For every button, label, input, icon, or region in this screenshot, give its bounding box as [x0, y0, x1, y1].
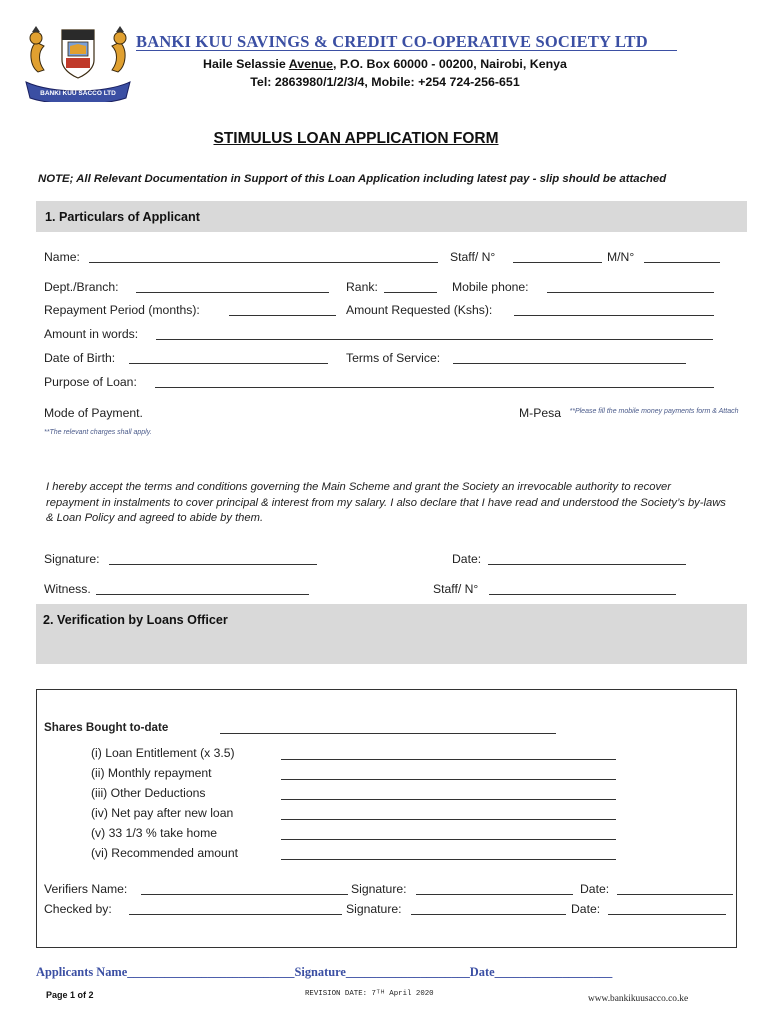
- verify-field-2[interactable]: [281, 779, 616, 780]
- amount-requested-label: Amount Requested (Kshs):: [346, 303, 493, 317]
- checker-date-field[interactable]: [608, 914, 726, 915]
- verify-item-6: (vi) Recommended amount: [91, 846, 238, 860]
- logo-ribbon-text: BANKI KUU SACCO LTD: [40, 90, 116, 97]
- org-name: BANKI KUU SAVINGS & CREDIT CO-OPERATIVE SOCIETY LTD: [136, 32, 648, 51]
- mobile-label: Mobile phone:: [452, 280, 529, 294]
- mpesa-label[interactable]: M-Pesa: [519, 406, 561, 420]
- declaration-text: I hereby accept the terms and conditions governing the Main Scheme and grant the Society an irrevocable authority to recover repayment in instalments to cover principal & interest from my salary. I also declare that I have read and understood the Society’s by-laws & Loan Policy and agreed to abide by them.: [46, 481, 726, 524]
- shares-field[interactable]: [220, 733, 556, 734]
- dob-field[interactable]: [129, 363, 328, 364]
- signature-label: Signature:: [44, 552, 100, 566]
- date-label: Date:: [452, 552, 482, 566]
- verify-item-1: (i) Loan Entitlement (x 3.5): [91, 746, 235, 760]
- verifier-signature-label: Signature:: [351, 882, 407, 896]
- checker-signature-field[interactable]: [411, 914, 566, 915]
- name-label: Name:: [44, 250, 80, 264]
- mpesa-note: **Please fill the mobile money payments form & Attach: [569, 408, 739, 415]
- verify-field-3[interactable]: [281, 799, 616, 800]
- address-line: [0, 57, 770, 71]
- org-name-underline: [136, 50, 677, 51]
- rank-label: Rank:: [346, 280, 378, 294]
- section2-title: 2. Verification by Loans Officer: [43, 613, 228, 627]
- mode-label: Mode of Payment.: [44, 406, 143, 420]
- shares-label: Shares Bought to-date: [44, 721, 169, 734]
- revision-date: REVISION DATE: 7ᵀᴴ April 2020: [305, 990, 434, 998]
- mobile-field[interactable]: [547, 292, 714, 293]
- purpose-label: Purpose of Loan:: [44, 375, 137, 389]
- applicant-signature-line: Applicants Name___________________________Signature____________________Date___________________: [36, 965, 613, 979]
- verifier-date-label: Date:: [580, 882, 610, 896]
- signature-field[interactable]: [109, 564, 317, 565]
- verify-item-4: (iv) Net pay after new loan: [91, 806, 234, 820]
- website-link[interactable]: www.bankikuusacco.co.ke: [588, 994, 689, 1004]
- note-text: NOTE; All Relevant Documentation in Support of this Loan Application including latest pay - slip should be attached: [38, 173, 667, 185]
- checked-by-label: Checked by:: [44, 902, 112, 916]
- page-number: Page 1 of 2: [46, 990, 94, 1000]
- staff-no-field[interactable]: [513, 262, 602, 263]
- checker-signature-label: Signature:: [346, 902, 402, 916]
- address-pre: Haile Selassie: [203, 57, 289, 71]
- amount-requested-field[interactable]: [514, 315, 714, 316]
- name-field[interactable]: [89, 262, 438, 263]
- verifiers-name-field[interactable]: [141, 894, 348, 895]
- witness-staff-field[interactable]: [489, 594, 676, 595]
- witness-field[interactable]: [96, 594, 309, 595]
- charges-note: **The relevant charges shall apply.: [44, 429, 152, 436]
- date-field[interactable]: [488, 564, 686, 565]
- address-avenue: Avenue: [288, 57, 334, 71]
- section2-band: [36, 604, 747, 664]
- amount-words-field[interactable]: [156, 339, 713, 340]
- address-post: , P.O. Box 60000 - 00200, Nairobi, Kenya: [333, 57, 567, 71]
- amount-words-label: Amount in words:: [44, 327, 139, 341]
- section1-band: [36, 201, 747, 232]
- form-title: STIMULUS LOAN APPLICATION FORM: [213, 130, 499, 147]
- dept-label: Dept./Branch:: [44, 280, 119, 294]
- verify-item-5: (v) 33 1/3 % take home: [91, 826, 217, 840]
- witness-staff-label: Staff/ N°: [433, 582, 479, 596]
- phones-line: Tel: 2863980/1/2/3/4, Mobile: +254 724-256-651: [250, 75, 520, 89]
- m-no-label: M/N°: [607, 250, 635, 264]
- verify-item-3: (iii) Other Deductions: [91, 786, 206, 800]
- verify-field-5[interactable]: [281, 839, 616, 840]
- verifiers-name-label: Verifiers Name:: [44, 882, 128, 896]
- verifier-signature-field[interactable]: [416, 894, 573, 895]
- terms-label: Terms of Service:: [346, 351, 441, 365]
- purpose-field[interactable]: [155, 387, 714, 388]
- section1-title: 1. Particulars of Applicant: [45, 210, 200, 224]
- rank-field[interactable]: [384, 292, 437, 293]
- dept-field[interactable]: [136, 292, 329, 293]
- checked-by-field[interactable]: [129, 914, 342, 915]
- verifier-date-field[interactable]: [617, 894, 733, 895]
- m-no-field[interactable]: [644, 262, 720, 263]
- verify-field-4[interactable]: [281, 819, 616, 820]
- repayment-label: Repayment Period (months):: [44, 303, 200, 317]
- repayment-field[interactable]: [229, 315, 336, 316]
- dob-label: Date of Birth:: [44, 351, 116, 365]
- staff-no-label: Staff/ N°: [450, 250, 496, 264]
- verify-field-1[interactable]: [281, 759, 616, 760]
- verify-field-6[interactable]: [281, 859, 616, 860]
- verify-item-2: (ii) Monthly repayment: [91, 766, 212, 780]
- checker-date-label: Date:: [571, 902, 601, 916]
- terms-field[interactable]: [453, 363, 686, 364]
- witness-label: Witness.: [44, 582, 91, 596]
